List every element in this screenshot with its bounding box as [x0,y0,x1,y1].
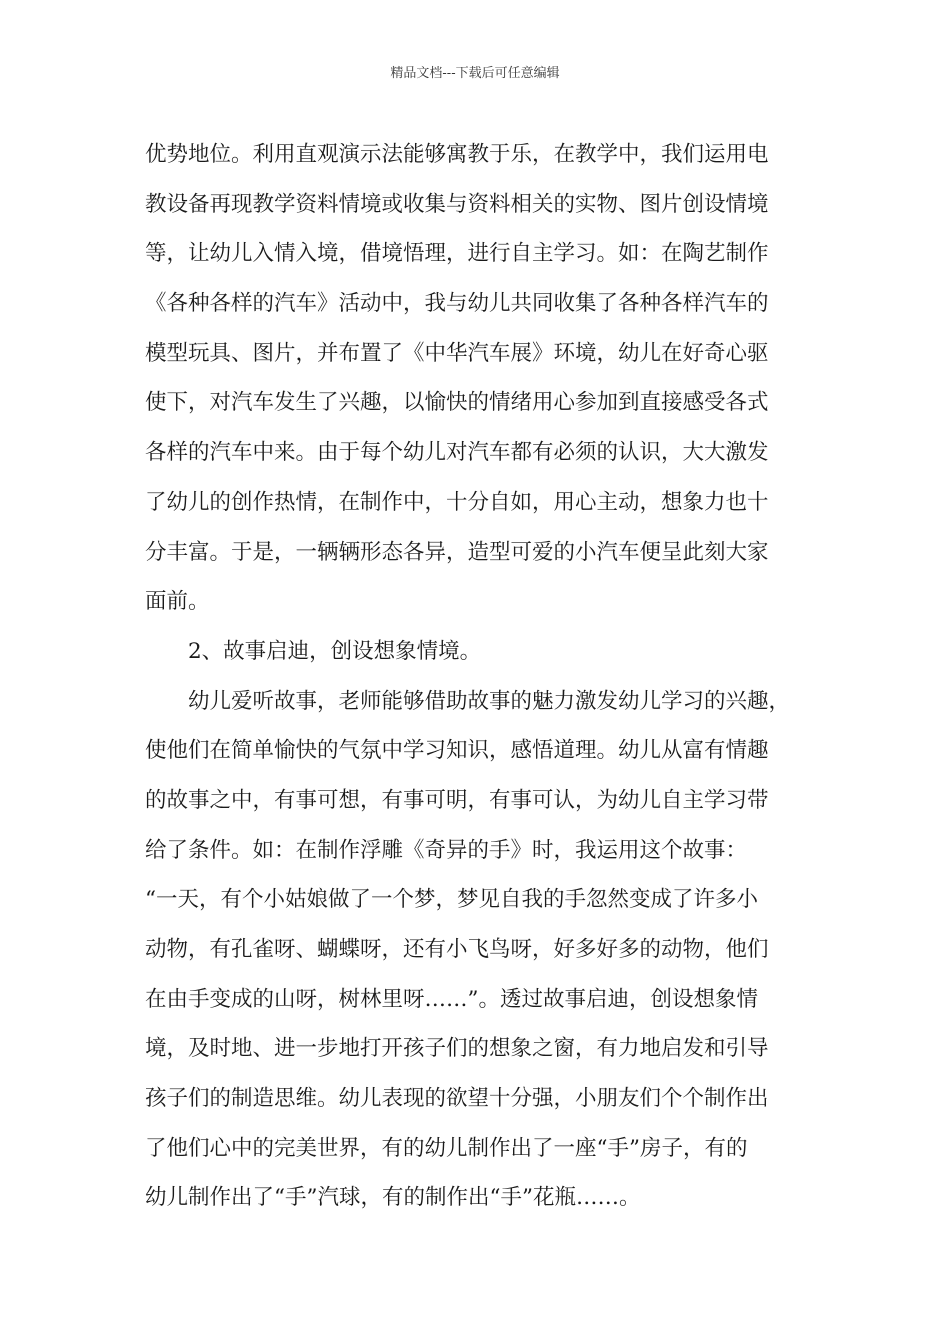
text-line: 了他们心中的完美世界，有的幼儿制作出了一座“手”房子，有的 [145,1135,748,1161]
text-line: 分丰富。于是，一辆辆形态各异，造型可爱的小汽车便呈此刻大家 [145,539,769,565]
text-line: 优势地位。利用直观演示法能够寓教于乐，在教学中，我们运用电 [145,142,769,167]
text-line: 使他们在简单愉快的气氛中学习知识，感悟道理。幼儿从富有情趣 [145,738,769,764]
text-line: 幼儿爱听故事，老师能够借助故事的魅力激发幼儿学习的兴趣， [188,688,791,714]
text-line: 给了条件。如：在制作浮雕《奇异的手》时，我运用这个故事： [145,837,748,863]
text-line: 在由手变成的山呀，树林里呀……”。透过故事启迪，创设想象情 [145,986,758,1012]
text-line: 《各种各样的汽车》活动中，我与幼儿共同收集了各种各样汽车的 [145,291,769,317]
text-line: 面前。 [145,589,210,615]
text-line: 动物，有孔雀呀、蝴蝶呀，还有小飞鸟呀，好多好多的动物，他们 [145,937,769,962]
text-line: 幼儿制作出了“手”汽球，有的制作出“手”花瓶……。 [145,1185,641,1211]
text-line: 孩子们的制造思维。幼儿表现的欲望十分强，小朋友们个个制作出 [145,1086,769,1112]
section-heading: 2、故事启迪，创设想象情境。 [188,638,482,664]
page-header: 精品文档---下载后可任意编辑 [390,66,560,81]
text-line: 教设备再现教学资料情境或收集与资料相关的实物、图片创设情境 [145,191,769,217]
document-body [145,130,813,1223]
text-line: 境，及时地、进一步地打开孩子们的想象之窗，有力地启发和引导 [145,1036,769,1062]
text-line: 等，让幼儿入情入境，借境悟理，进行自主学习。如：在陶艺制作 [145,241,769,267]
text-line: 模型玩具、图片，并布置了《中华汽车展》环境，幼儿在好奇心驱 [145,340,769,366]
text-line: 的故事之中，有事可想，有事可明，有事可认，为幼儿自主学习带 [145,787,769,813]
text-line: 使下，对汽车发生了兴趣，以愉快的情绪用心参加到直接感受各式 [145,390,769,416]
text-line: 各样的汽车中来。由于每个幼儿对汽车都有必须的认识，大大激发 [145,440,769,466]
text-line: “一天，有个小姑娘做了一个梦，梦见自我的手忽然变成了许多小 [145,887,758,913]
text-line: 了幼儿的创作热情，在制作中，十分自如，用心主动，想象力也十 [145,489,769,515]
